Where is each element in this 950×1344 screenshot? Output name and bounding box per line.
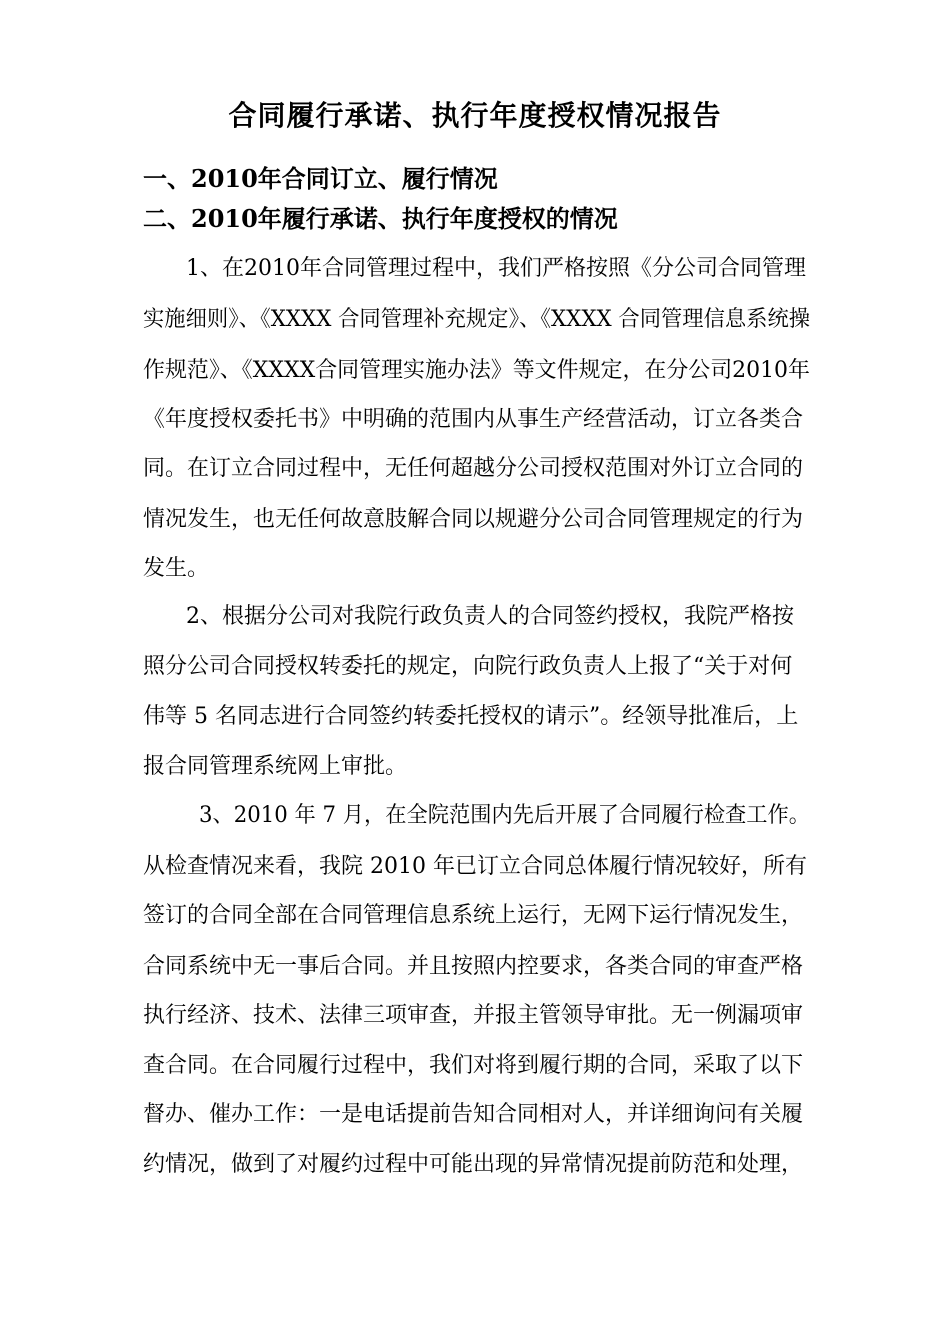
paragraph-1-line-7: 发生。 [143,556,210,581]
section-heading-1: 一、2010年合同订立、履行情况 [143,164,498,193]
section-heading-2: 二、2010年履行承诺、执行年度授权的情况 [143,204,618,233]
paragraph-2-line-1: 2、根据分公司对我院行政负责人的合同签约授权，我院严格按 [186,604,794,629]
paragraph-3-line-1: 3、2010 年 7 月，在全院范围内先后开展了合同履行检查工作。 [199,803,811,828]
paragraph-1-line-2: 实施细则》、《XXXX 合同管理补充规定》、《XXXX 合同管理信息系统操 [143,307,811,332]
paragraph-1-line-5: 同。在订立合同过程中，无任何超越分公司授权范围对外订立合同的 [143,456,804,481]
paragraph-3-line-3: 签订的合同全部在合同管理信息系统上运行，无网下运行情况发生， [143,903,804,928]
paragraph-1-line-4: 《年度授权委托书》中明确的范围内从事生产经营活动，订立各类合 [143,407,804,432]
paragraph-3-line-6: 查合同。在合同履行过程中，我们对将到履行期的合同，采取了以下 [143,1053,804,1078]
paragraph-3-line-4: 合同系统中无一事后合同。并且按照内控要求，各类合同的审查严格 [143,954,804,979]
paragraph-2-line-3: 伟等 5 名同志进行合同签约转委托授权的请示”。经领导批准后，上 [143,704,799,729]
paragraph-3-line-5: 执行经济、技术、法律三项审查，并报主管领导审批。无一例漏项审 [143,1003,804,1028]
paragraph-1-line-1: 1、在2010年合同管理过程中，我们严格按照《分公司合同管理 [186,256,806,281]
paragraph-2-line-4: 报合同管理系统网上审批。 [143,754,408,779]
paragraph-1-line-6: 情况发生，也无任何故意肢解合同以规避分公司合同管理规定的行为 [143,507,804,532]
paragraph-3-line-2: 从检查情况来看，我院 2010 年已订立合同总体履行情况较好，所有 [143,854,807,879]
document-title: 合同履行承诺、执行年度授权情况报告 [228,99,722,132]
paragraph-2-line-2: 照分公司合同授权转委托的规定，向院行政负责人上报了“关于对何 [143,654,793,679]
paragraph-3-line-7: 督办、催办工作：一是电话提前告知合同相对人，并详细询问有关履 [143,1102,804,1127]
paragraph-1-line-3: 作规范》、《XXXX合同管理实施办法》等文件规定，在分公司2010年 [143,358,810,383]
paragraph-3-line-8: 约情况，做到了对履约过程中可能出现的异常情况提前防范和处理， [143,1152,804,1177]
